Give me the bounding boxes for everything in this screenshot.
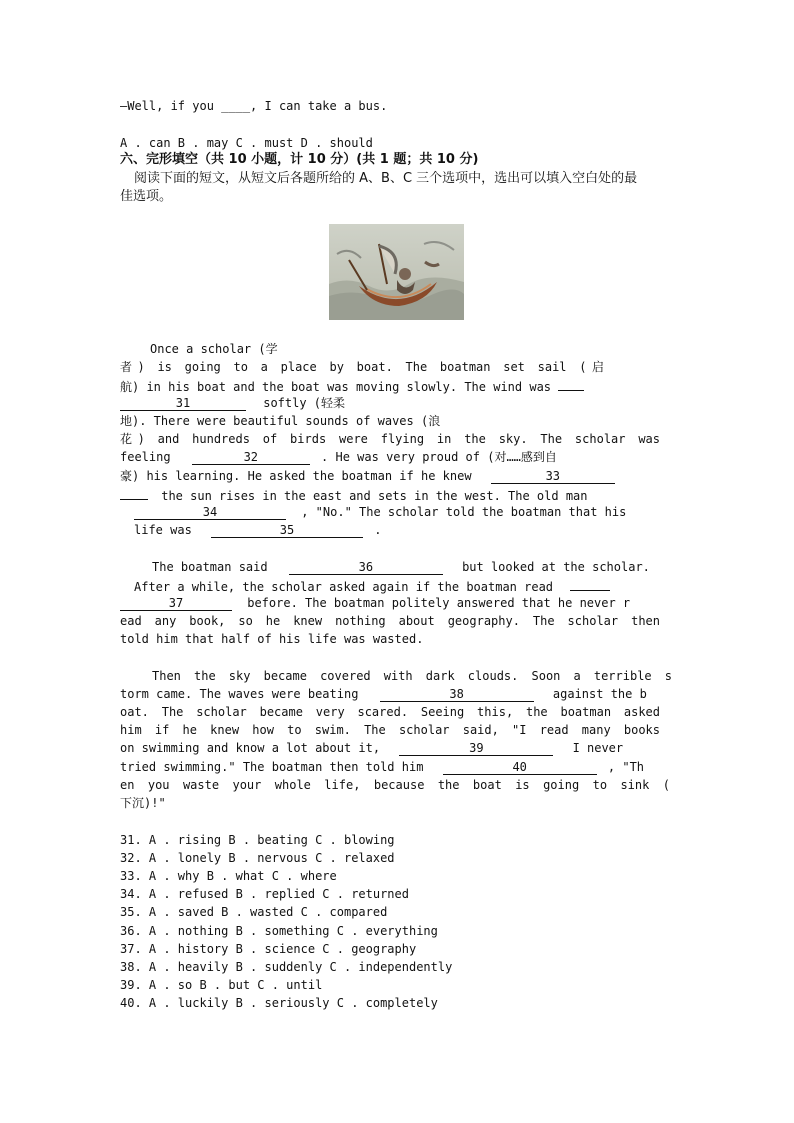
passage-line: [120, 448, 670, 466]
passage-text: The boatman said: [152, 560, 268, 574]
passage-line: [120, 685, 670, 703]
passage-line: [152, 558, 702, 576]
passage-text: on swimming and know a lot about it,: [120, 741, 381, 755]
answer-option-37: 37. A . history B . science C . geography: [120, 942, 417, 956]
passage-text: , "No." The scholar told the boatman that his: [301, 505, 627, 519]
passage-text: I never: [572, 741, 624, 755]
passage-line: [120, 594, 670, 612]
answer-option-40: 40. A . luckily B . seriously C . completely: [120, 996, 438, 1010]
blank-33-end: [120, 485, 148, 500]
passage-line: ead any book, so he knew nothing about geography. The scholar then: [120, 614, 660, 628]
passage-line: [120, 758, 670, 776]
passage-text: feeling: [120, 450, 171, 464]
passage-line: [134, 576, 684, 596]
blank-31[interactable]: 31: [120, 396, 246, 411]
passage-text: against the b: [552, 687, 647, 701]
passage-line: [120, 376, 670, 396]
instructions-line-2: 佳选项。: [120, 189, 173, 204]
answer-option-38: 38. A . heavily B . suddenly C . independently: [120, 960, 453, 974]
answer-option-34: 34. A . refused B . replied C . returned: [120, 887, 409, 901]
passage-line: oat. The scholar became very scared. Seeing this, the boatman asked: [120, 705, 660, 719]
passage-text: 豪) his learning. He asked the boatman if he knew: [120, 469, 472, 483]
passage-text: before. The boatman politely answered that he never r: [247, 596, 631, 610]
passage-line: told him that half of his life was wasted.: [120, 632, 424, 646]
boat-illustration: [329, 224, 464, 320]
section-title: 六、完形填空（共 10 小题，计 10 分）(共 1 题；共 10 分): [120, 152, 479, 167]
blank-39[interactable]: 39: [399, 741, 553, 756]
passage-line: [120, 739, 670, 757]
passage-line: 者) is going to a place by boat. The boatman set sail (启: [120, 360, 604, 374]
answer-option-31: 31. A . rising B . beating C . blowing: [120, 833, 395, 847]
passage-text: After a while, the scholar asked again if the boatman read: [134, 580, 554, 594]
prev-question-line: —Well, if you ____, I can take a bus.: [120, 99, 388, 113]
passage-text: .: [374, 523, 382, 537]
passage-text: 航) in his boat and the boat was moving slowly. The wind was: [120, 380, 552, 394]
blank-35[interactable]: 35: [211, 523, 363, 538]
passage-line: him if he knew how to swim. The scholar said, "I read many books: [120, 723, 660, 737]
passage-text: torm came. The waves were beating: [120, 687, 359, 701]
passage-line: 花) and hundreds of birds were flying in the sky. The scholar was: [120, 432, 660, 446]
instructions-line-1: 阅读下面的短文，从短文后各题所给的 A、B、C 三个选项中，选出可以填入空白处的最: [134, 171, 638, 186]
blank-33[interactable]: 33: [491, 469, 615, 484]
passage-line: 下沉)!": [120, 796, 166, 810]
passage-text: , "Th: [607, 760, 645, 774]
passage-text: the sun rises in the east and sets in the west. The old man: [161, 489, 588, 503]
blank-37[interactable]: 37: [120, 596, 232, 611]
blank-34[interactable]: 34: [134, 505, 286, 520]
passage-line: [120, 394, 670, 412]
answer-option-39: 39. A . so B . but C . until: [120, 978, 323, 992]
prev-question-options: A . can B . may C . must D . should: [120, 136, 373, 150]
passage-line: 地). There were beautiful sounds of waves (浪: [120, 414, 441, 428]
passage-line: [120, 467, 670, 485]
answer-option-36: 36. A . nothing B . something C . everything: [120, 924, 438, 938]
passage-text: life was: [134, 523, 192, 537]
passage-line: en you waste your whole life, because the boat is going to sink (: [120, 778, 670, 792]
passage-line: [134, 521, 684, 539]
answer-option-33: 33. A . why B . what C . where: [120, 869, 337, 883]
passage-text: . He was very proud of (对……感到自: [321, 450, 557, 464]
passage-line: [120, 485, 670, 505]
blank-38[interactable]: 38: [380, 687, 534, 702]
blank-31-start: [558, 376, 584, 391]
blank-32[interactable]: 32: [192, 450, 310, 465]
passage-text: tried swimming." The boatman then told him: [120, 760, 424, 774]
blank-40[interactable]: 40: [443, 760, 597, 775]
passage-line: Once a scholar (学: [150, 342, 278, 356]
blank-36[interactable]: 36: [289, 560, 443, 575]
passage-text: softly (轻柔: [263, 396, 346, 410]
passage-line: [134, 503, 684, 521]
answer-option-32: 32. A . lonely B . nervous C . relaxed: [120, 851, 395, 865]
blank-37-start: [570, 576, 610, 591]
answer-option-35: 35. A . saved B . wasted C . compared: [120, 905, 388, 919]
passage-line: Then the sky became covered with dark clouds. Soon a terrible s: [152, 669, 672, 683]
passage-text: but looked at the scholar.: [462, 560, 650, 574]
